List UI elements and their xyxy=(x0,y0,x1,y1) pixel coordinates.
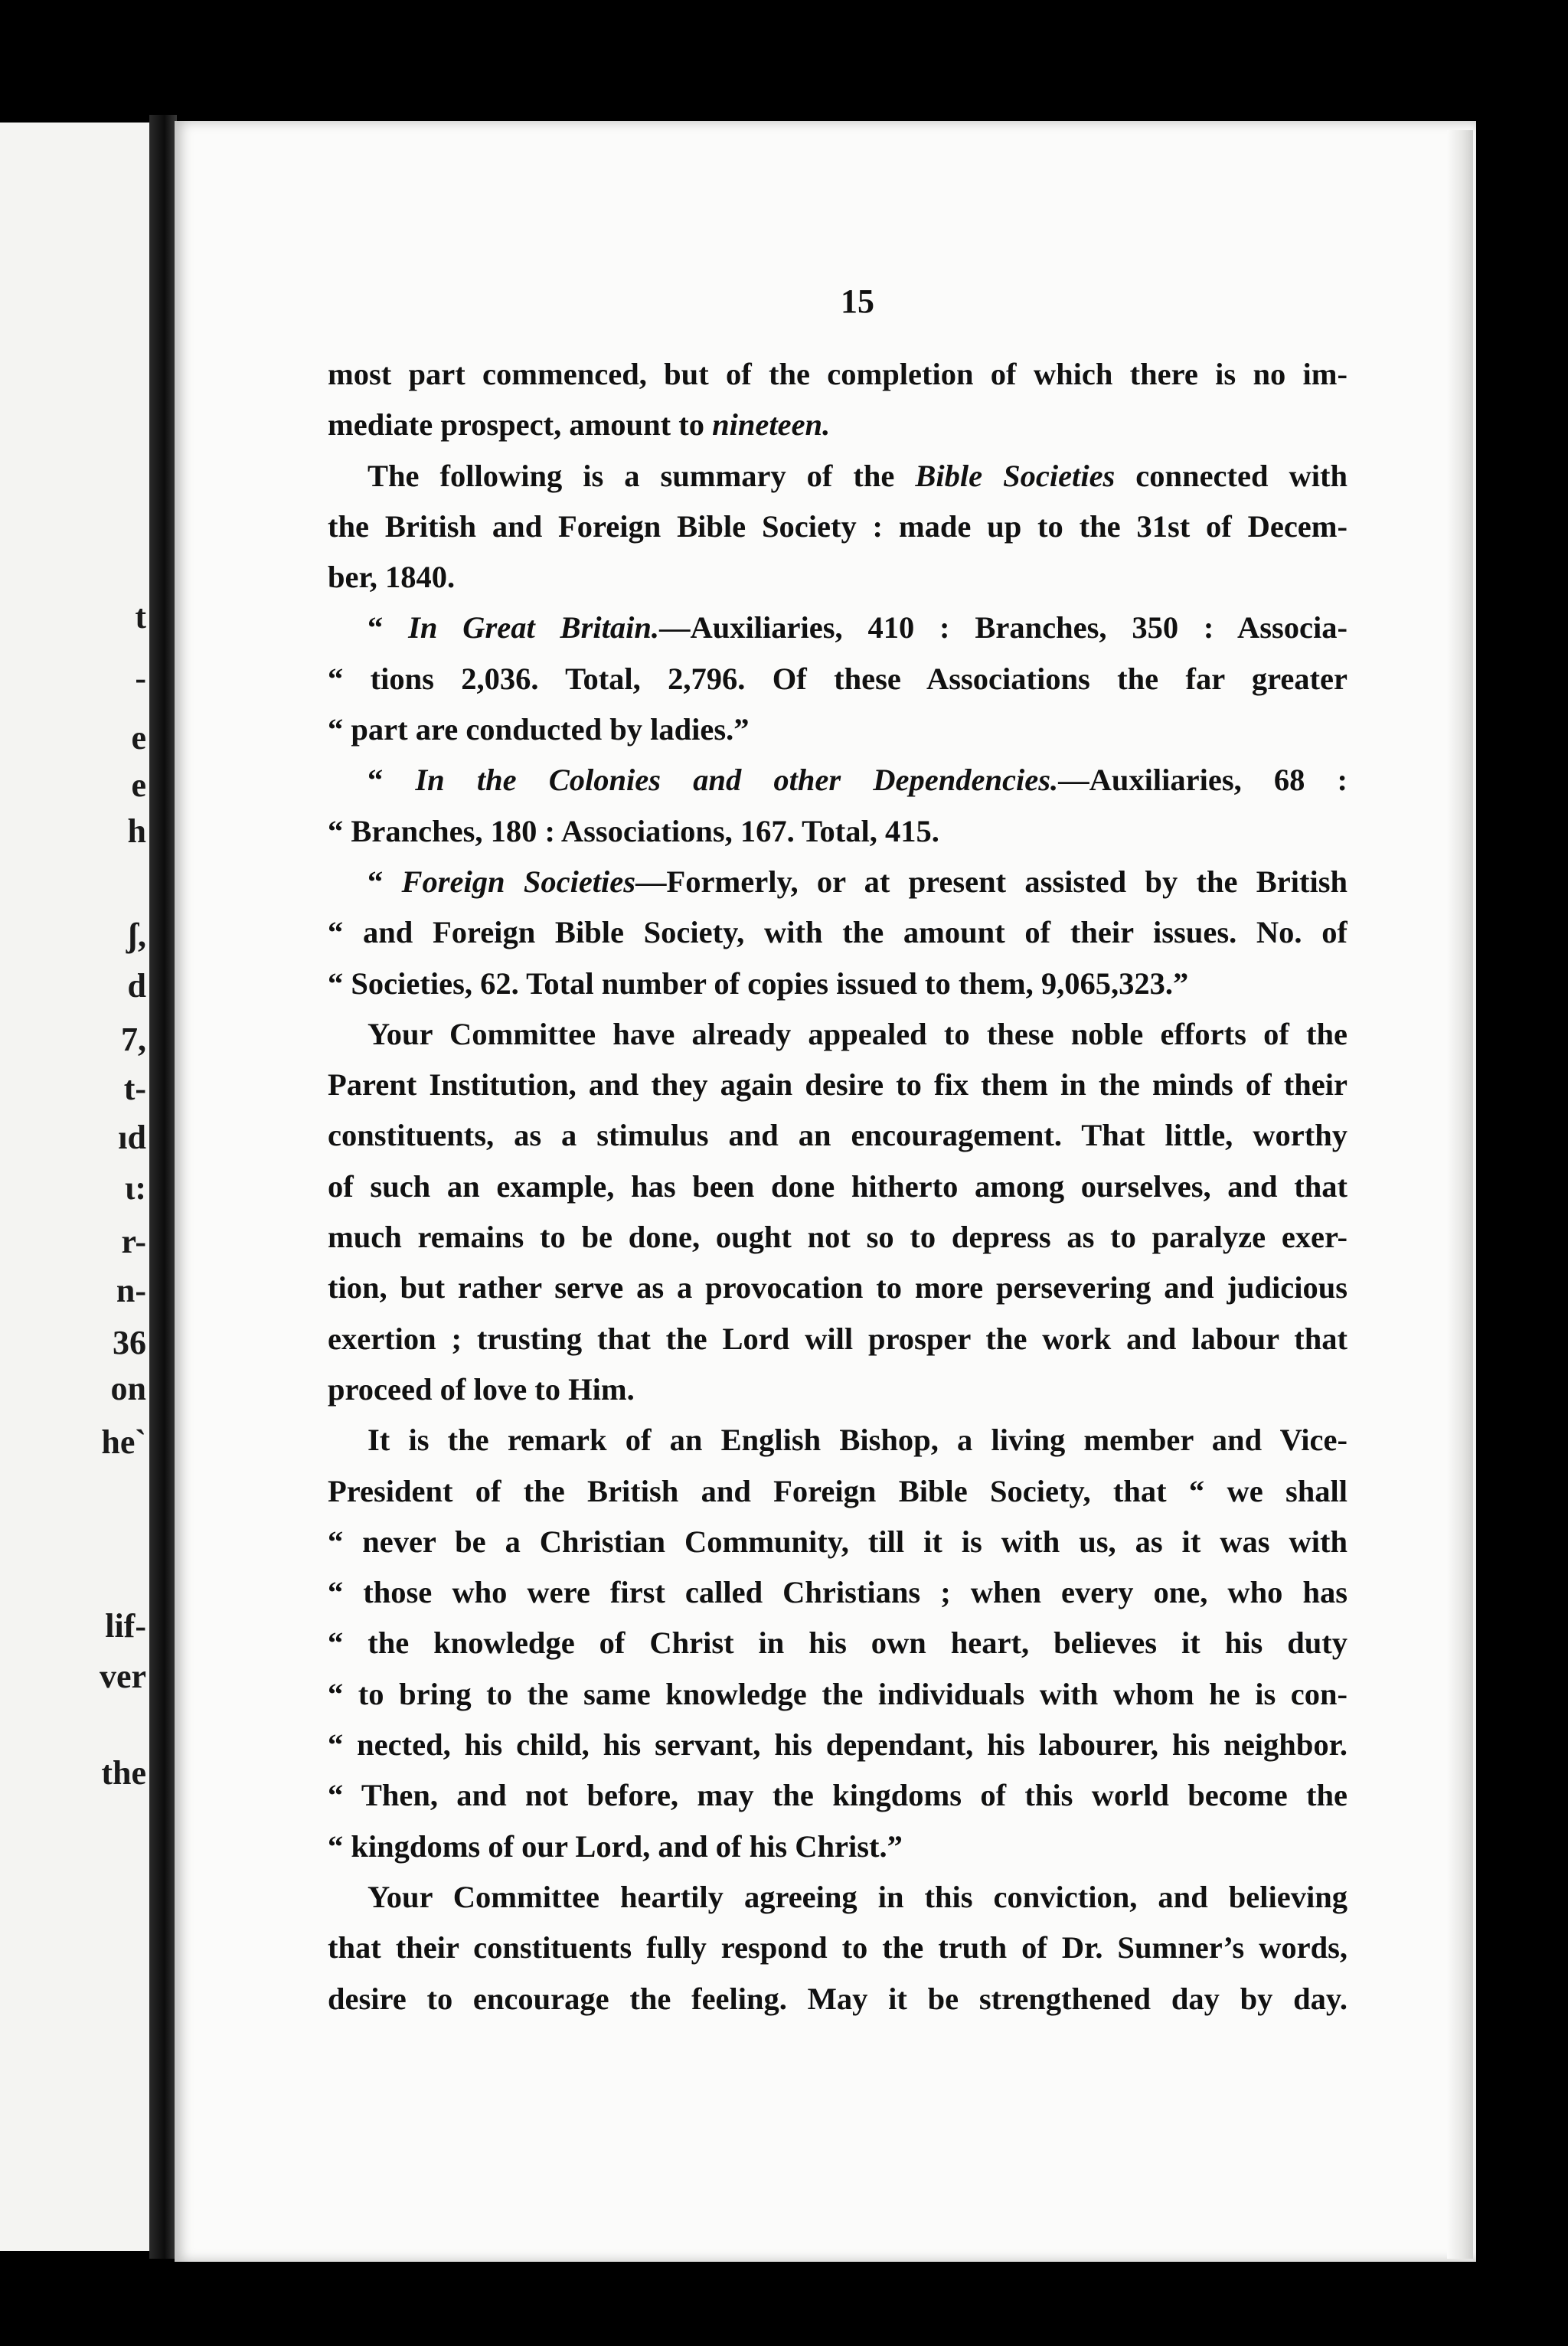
text-line xyxy=(328,1517,1348,1567)
text-line xyxy=(328,654,1348,704)
text-run: Parent Institution, and they again desire to fix them in the minds of their xyxy=(328,1067,1348,1103)
text-run: “ xyxy=(368,864,402,899)
facing-page-fragment: t xyxy=(135,598,146,636)
text-line xyxy=(328,1364,1348,1415)
italic-phrase: Foreign Societies xyxy=(401,864,636,899)
text-line xyxy=(328,755,1348,805)
text-line xyxy=(328,1923,1348,1973)
facing-page-fragment: e xyxy=(131,766,146,804)
text-line xyxy=(328,1822,1348,1872)
text-run: “ xyxy=(368,610,409,645)
facing-page-fragment: on xyxy=(110,1370,146,1407)
text-run: “ never be a Christian Community, till it is with us, as it was with xyxy=(328,1524,1348,1559)
text-line xyxy=(328,603,1348,653)
page-edge-shadow xyxy=(1447,130,1473,2259)
text-line xyxy=(328,1618,1348,1668)
text-run: most part commenced, but of the completion of which there is no im- xyxy=(328,357,1348,391)
facing-page-fragment: he` xyxy=(101,1423,146,1461)
text-line xyxy=(328,451,1348,502)
text-line xyxy=(328,1110,1348,1161)
facing-page-fragment: h xyxy=(127,812,146,850)
facing-page-fragment: n- xyxy=(116,1272,146,1309)
text-run: —Formerly, or at present assisted by the British xyxy=(635,864,1348,899)
text-run: exertion ; trusting that the Lord will prosper the work and labour that xyxy=(328,1321,1348,1356)
text-run: “ xyxy=(368,763,416,798)
text-run: much remains to be done, ought not so to depress as to paralyze exer- xyxy=(328,1220,1348,1255)
facing-page-fragment: 36 xyxy=(113,1324,146,1361)
facing-page-fragment: ι: xyxy=(124,1169,146,1207)
text-line xyxy=(328,1974,1348,2024)
text-run: —Auxiliaries, 68 : xyxy=(1058,763,1348,798)
italic-phrase: In the Colonies and other Dependencies. xyxy=(415,763,1059,798)
text-run: of such an example, has been done hitherto among ourselves, and that xyxy=(328,1168,1348,1204)
facing-page-fragment: e xyxy=(131,719,146,756)
text-run: “ Then, and not before, may the kingdoms of this world become the xyxy=(328,1778,1348,1813)
facing-page-fragment: ver xyxy=(99,1658,146,1695)
facing-page-fragment: lif- xyxy=(105,1607,146,1645)
text-run: Your Committee heartily agreeing in this conviction, and believing xyxy=(368,1879,1348,1914)
text-run: connected with xyxy=(1115,458,1348,493)
text-line xyxy=(328,1567,1348,1618)
text-line xyxy=(328,907,1348,958)
text-line xyxy=(328,1669,1348,1720)
text-line xyxy=(328,1415,1348,1465)
text-run: “ tions 2,036. Total, 2,796. Of these Associations the far greater xyxy=(328,661,1348,696)
text-run: —Auxiliaries, 410 : Branches, 350 : Associa- xyxy=(658,610,1348,645)
facing-page-fragment: r- xyxy=(121,1223,146,1260)
text-line xyxy=(328,959,1348,1009)
book-gutter xyxy=(149,115,177,2259)
text-run: “ Branches, 180 : Associations, 167. Total, 415. xyxy=(328,813,939,848)
text-run: “ those who were first called Christians ; when every one, who has xyxy=(328,1575,1348,1610)
facing-page-edge xyxy=(0,123,157,2251)
text-run: “ to bring to the same knowledge the individuals with whom he is con- xyxy=(328,1676,1348,1711)
text-line xyxy=(328,1770,1348,1821)
facing-page-fragment: t- xyxy=(123,1070,146,1107)
page-body-text xyxy=(328,349,1348,2024)
text-run: “ part are conducted by ladies.” xyxy=(328,712,750,747)
text-line xyxy=(328,1162,1348,1212)
text-line xyxy=(328,1872,1348,1923)
facing-page-fragment: the xyxy=(101,1754,146,1792)
text-run: “ kingdoms of our Lord, and of his Christ.” xyxy=(328,1828,903,1864)
text-line xyxy=(328,1466,1348,1517)
text-run: that their constituents fully respond to the truth of Dr. Sumner’s words, xyxy=(328,1930,1348,1965)
text-line xyxy=(328,1314,1348,1364)
text-line xyxy=(328,704,1348,755)
text-run: “ the knowledge of Christ in his own heart, believes it his duty xyxy=(328,1626,1348,1661)
text-line xyxy=(328,502,1348,552)
text-line xyxy=(328,1720,1348,1770)
text-run: “ and Foreign Bible Society, with the amount of their issues. No. of xyxy=(328,915,1348,950)
text-run: tion, but rather serve as a provocation to more persevering and judicious xyxy=(328,1270,1348,1305)
text-line xyxy=(328,1212,1348,1263)
italic-phrase: Bible Societies xyxy=(915,458,1116,493)
text-run: ber, 1840. xyxy=(328,560,456,595)
text-run: mediate prospect, amount to xyxy=(328,407,713,443)
text-line xyxy=(328,857,1348,907)
text-run: “ Societies, 62. Total number of copies issued to them, 9,065,323.” xyxy=(328,966,1189,1001)
text-run: the British and Foreign Bible Society : made up to the 31st of Decem- xyxy=(328,508,1348,544)
text-run: constituents, as a stimulus and an encouragement. That little, worthy xyxy=(328,1118,1348,1153)
text-line xyxy=(328,400,1348,450)
facing-page-fragment: 7, xyxy=(121,1021,146,1058)
facing-page-fragment: ıd xyxy=(118,1119,146,1156)
text-line xyxy=(328,806,1348,857)
text-line xyxy=(328,1009,1348,1060)
facing-page-fragment: d xyxy=(127,967,146,1005)
text-run: The following is a summary of the xyxy=(368,458,916,493)
text-line xyxy=(328,1060,1348,1110)
text-run: President of the British and Foreign Bible Society, that “ we shall xyxy=(328,1473,1348,1508)
italic-phrase: In Great Britain. xyxy=(408,610,659,645)
text-run: “ nected, his child, his servant, his dependant, his labourer, his neighbor. xyxy=(328,1727,1348,1763)
facing-page-fragment: ʃ, xyxy=(127,917,146,954)
page-number: 15 xyxy=(841,283,874,320)
facing-page-fragment: - xyxy=(135,659,146,697)
text-run: proceed of love to Him. xyxy=(328,1371,635,1407)
text-line xyxy=(328,1263,1348,1313)
text-line xyxy=(328,552,1348,603)
text-run: desire to encourage the feeling. May it be strengthened day by day. xyxy=(328,1981,1348,2016)
italic-phrase: nineteen. xyxy=(712,407,831,443)
text-run: Your Committee have already appealed to these noble efforts of the xyxy=(368,1016,1348,1051)
text-line xyxy=(328,349,1348,400)
text-run: It is the remark of an English Bishop, a living member and Vice- xyxy=(368,1423,1348,1458)
